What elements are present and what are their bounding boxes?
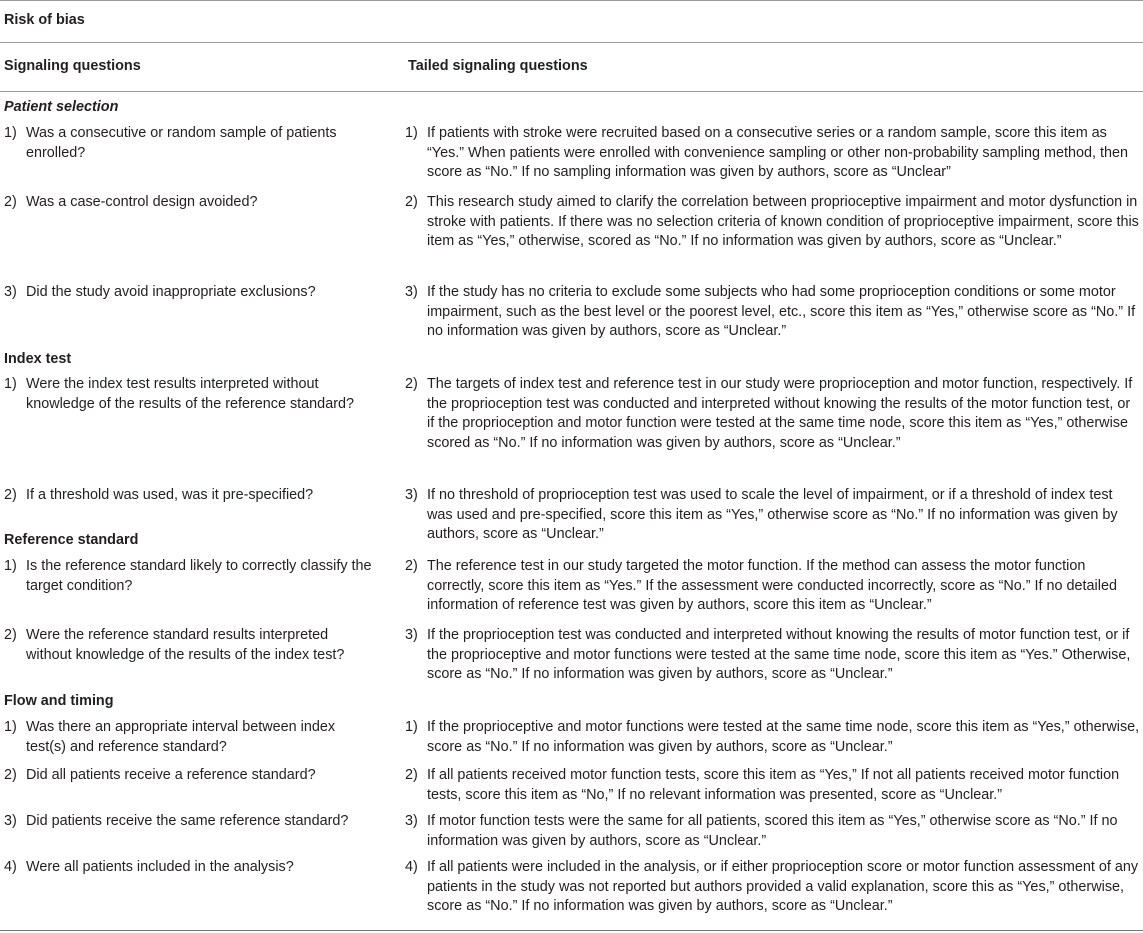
question-number: 1): [4, 558, 17, 574]
question-text: Were all patients included in the analysis?: [26, 859, 294, 875]
question-text: Did all patients receive a reference standard?: [26, 767, 316, 783]
answer-text: If motor function tests were the same for all patients, scored this item as “Yes,” otherwise score as “No.” If no information was given by authors, score as “Unclear.”: [427, 813, 1118, 849]
column-header-signaling: Signaling questions: [4, 58, 141, 74]
bottom-rule: [0, 930, 1143, 931]
question-number: 2): [4, 767, 17, 783]
question-number: 1): [4, 719, 17, 735]
question-number: 2): [4, 627, 17, 643]
answer-text: If the proprioceptive and motor functions were tested at the same time node, score this item as “Yes,” otherwise, score as “No.” If no information was given by authors, score as “Unclear.”: [427, 719, 1140, 755]
question-text: Were the reference standard results interpreted without knowledge of the results of the index test?: [26, 627, 345, 663]
answer-text: If all patients received motor function tests, score this item as “Yes,” If not all patients received motor function tests, score this item as “No,” If no relevant information was presented, score as “Unclear.”: [427, 767, 1120, 803]
answer-number: 2): [405, 194, 418, 210]
top-rule: [0, 0, 1143, 1]
question-number: 2): [4, 194, 17, 210]
answer-number: 2): [405, 558, 418, 574]
answer-number: 3): [405, 487, 418, 503]
question-number: 1): [4, 125, 17, 141]
section-patient-selection: Patient selection: [4, 99, 119, 115]
answer-text: The targets of index test and reference test in our study were proprioception and motor function, respectively. If the proprioception test was conducted and interpreted without knowing the results of the motor function test, or if the proprioception and motor function were tested at the same time node, score this item as “Yes,” otherwise scored as “No.” If no information was given by authors, score as “Unclear.”: [427, 376, 1133, 451]
answer-number: 4): [405, 859, 418, 875]
answer-text: If the study has no criteria to exclude some subjects who had some proprioception conditions or some motor impairment, such as the best level or the poorest level, etc., score this item as “Yes,” otherwise score as “No.” If no information was given by authors, score as “Unclear.”: [427, 284, 1136, 339]
question-text: Was a consecutive or random sample of patients enrolled?: [26, 125, 337, 161]
answer-text: The reference test in our study targeted the motor function. If the method can assess the motor function correctly, score this item as “Yes.” If the assessment were conducted incorrectly, score as “No.” If no detailed information of reference test was given by authors, score this item as “Unclear.”: [427, 558, 1117, 613]
section-flow-and-timing: Flow and timing: [4, 693, 114, 709]
answer-number: 2): [405, 376, 418, 392]
question-number: 3): [4, 813, 17, 829]
question-text: Is the reference standard likely to correctly classify the target condition?: [26, 558, 372, 594]
answer-text: If patients with stroke were recruited based on a consecutive series or a random sample, score this item as “Yes.” When patients were enrolled with convenience sampling or other non-probability sampling method, then score as “No.” If no sampling information was given by authors, score as “Unclear”: [427, 125, 1129, 180]
answer-text: This research study aimed to clarify the correlation between proprioceptive impairment and motor dysfunction in stroke with patients. If there was no selection criteria of known condition of proprioceptive impairment, score this item as “Yes,” otherwise, scored as “No.” If no information was given by authors, score as “Unclear.”: [427, 194, 1139, 249]
answer-number: 1): [405, 719, 418, 735]
answer-number: 2): [405, 767, 418, 783]
question-number: 3): [4, 284, 17, 300]
answer-number: 3): [405, 284, 418, 300]
answer-number: 1): [405, 125, 418, 141]
section-reference-standard: Reference standard: [4, 532, 139, 548]
header-rule: [0, 91, 1143, 92]
answer-text: If all patients were included in the analysis, or if either proprioception score or motor function assessment of any patients in the study was not reported but authors provided a valid explanation, score this as “Yes,” otherwise, score as “No.” If no information was given by authors, score as “Unclear.”: [427, 859, 1139, 914]
table-title: Risk of bias: [4, 12, 85, 28]
title-rule: [0, 42, 1143, 43]
answer-number: 3): [405, 813, 418, 829]
question-text: Did the study avoid inappropriate exclusions?: [26, 284, 316, 300]
question-text: Were the index test results interpreted without knowledge of the results of the reference standard?: [26, 376, 354, 412]
question-text: Was a case-control design avoided?: [26, 194, 258, 210]
answer-text: If the proprioception test was conducted and interpreted without knowing the results of motor function test, or if the proprioceptive and motor functions were tested at the same time node, score this item as “Yes.” Otherwise, score as “No.” If no information was given by authors, score as “Unclear.”: [427, 627, 1131, 682]
question-number: 2): [4, 487, 17, 503]
question-text: If a threshold was used, was it pre-specified?: [26, 487, 314, 503]
answer-text: If no threshold of proprioception test was used to scale the level of impairment, or if a threshold of index test was used and pre-specified, score this item as “Yes,” otherwise score as “No.” If no information was given by authors, score as “Unclear.”: [427, 487, 1118, 542]
question-number: 1): [4, 376, 17, 392]
question-text: Was there an appropriate interval between index test(s) and reference standard?: [26, 719, 336, 755]
column-header-tailed: Tailed signaling questions: [408, 58, 588, 74]
question-text: Did patients receive the same reference standard?: [26, 813, 349, 829]
question-number: 4): [4, 859, 17, 875]
section-index-test: Index test: [4, 351, 72, 367]
answer-number: 3): [405, 627, 418, 643]
